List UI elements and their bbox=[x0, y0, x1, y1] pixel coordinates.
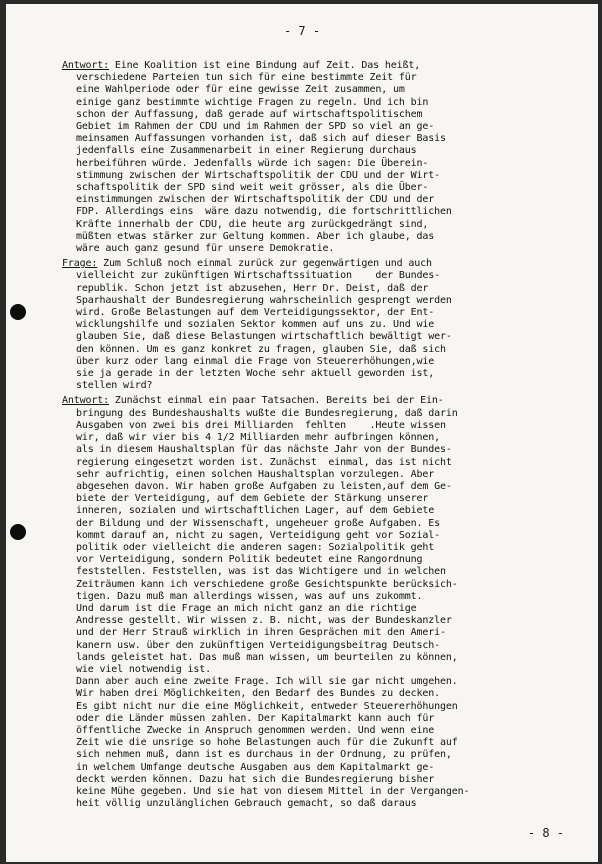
line-text: Es gibt nicht nur die eine Möglichkeit, entweder Steuererhöhungen bbox=[76, 700, 458, 712]
text-line bbox=[62, 121, 584, 133]
text-line bbox=[62, 170, 584, 182]
text-line bbox=[62, 749, 584, 761]
line-text: den können. Um es ganz konkret zu fragen, glauben Sie, daß sich bbox=[76, 343, 446, 355]
text-line bbox=[62, 408, 584, 420]
line-text: sehr aufrichtig, einen solchen Haushaltsplan vorzulegen. Aber bbox=[76, 468, 435, 480]
text-line bbox=[62, 243, 584, 255]
text-line bbox=[62, 219, 584, 231]
text-line bbox=[62, 737, 584, 749]
line-text: meinsamen Auffassungen vorhanden ist, daß sich auf dieser Basis bbox=[76, 133, 446, 145]
line-text: jedenfalls eine Zusammenarbeit in einer Regierung durchaus bbox=[76, 145, 417, 157]
line-text: glauben Sie, daß diese Belastungen wirtschaftlich bewältigt wer- bbox=[76, 331, 452, 343]
text-line bbox=[62, 786, 584, 798]
line-text: sich nehmen muß, dann ist es durchaus in der Ordnung, zu prüfen, bbox=[76, 749, 452, 761]
line-text: öffentliche Zwecke in Anspruch genommen werden. Und wenn eine bbox=[76, 724, 435, 736]
line-text: als in diesem Haushaltsplan für das nächste Jahr von der Bundes- bbox=[76, 444, 452, 456]
text-line bbox=[62, 145, 584, 157]
speaker-label: Frage: bbox=[62, 258, 98, 270]
line-text: kommt darauf an, nicht zu sagen, Verteidigung geht vor Sozial- bbox=[76, 529, 440, 541]
line-text: Zunächst einmal ein paar Tatsachen. Bereits bei der Ein- bbox=[108, 395, 444, 407]
text-line bbox=[62, 344, 584, 356]
line-text: lands geleistet hat. Das muß man wissen, um beurteilen zu können, bbox=[76, 651, 458, 663]
text-line bbox=[62, 554, 584, 566]
text-line bbox=[62, 109, 584, 121]
text-line bbox=[62, 84, 584, 96]
text-line bbox=[62, 133, 584, 145]
line-text: abgesehen davon. Wir haben große Aufgaben zu leisten,auf dem Ge- bbox=[76, 480, 452, 492]
text-line bbox=[62, 60, 584, 72]
line-text: sie ja gerade in der letzten Woche sehr aktuell geworden ist, bbox=[76, 368, 435, 380]
line-text: Sparhaushalt der Bundesregierung wahrscheinlich gesprengt werden bbox=[76, 294, 452, 306]
text-line bbox=[62, 615, 584, 627]
line-text: tigen. Dazu muß man allerdings wissen, was auf uns zukommt. bbox=[76, 590, 423, 602]
text-line bbox=[62, 518, 584, 530]
text-line bbox=[62, 380, 584, 392]
text-line bbox=[62, 182, 584, 194]
line-text: Und darum ist die Frage an mich nicht ganz an die richtige bbox=[76, 602, 417, 614]
text-line bbox=[62, 640, 584, 652]
line-text: Gebiet im Rahmen der CDU und im Rahmen der SPD so viel an ge- bbox=[76, 121, 435, 133]
line-text: wird. Große Belastungen auf dem Verteidigungssektor, der Ent- bbox=[76, 307, 435, 319]
line-text: vielleicht zur zukünftigen Wirtschaftssituation der Bundes- bbox=[76, 270, 440, 282]
line-text: wie viel notwendig ist. bbox=[76, 663, 212, 675]
line-text: Zeiträumen kann ich verschiedene große Gesichtspunkte berücksich- bbox=[76, 578, 458, 590]
line-text: regierung eingesetzt worden ist. Zunächst einmal, das ist nicht bbox=[76, 456, 452, 468]
line-text: wäre auch ganz gesund für unsere Demokratie. bbox=[76, 243, 335, 255]
line-text: vor Verteidigung, sondern Politik bedeutet eine Rangordnung bbox=[76, 554, 423, 566]
text-line bbox=[62, 664, 584, 676]
line-text: politik oder vielleicht die anderen sagen: Sozialpolitik geht bbox=[76, 541, 435, 553]
line-text: republik. Schon jetzt ist abzusehen, Herr Dr. Deist, daß der bbox=[76, 282, 429, 294]
punch-hole-top bbox=[10, 304, 26, 320]
line-text: Eine Koalition ist eine Bindung auf Zeit. Das heißt, bbox=[108, 60, 421, 71]
line-text: Dann aber auch eine zweite Frage. Ich will sie gar nicht umgehen. bbox=[76, 676, 458, 688]
line-text: FDP. Allerdings eins wäre dazu notwendig, die fortschrittlichen bbox=[76, 206, 452, 218]
line-text: bringung des Bundeshaushalts wußte die Bundesregierung, daß darin bbox=[76, 407, 458, 419]
text-line bbox=[62, 331, 584, 343]
text-line bbox=[62, 469, 584, 481]
line-text: Wir haben drei Möglichkeiten, den Bedarf des Bundes zu decken. bbox=[76, 688, 440, 700]
line-text: keine Mühe gegeben. Und sie hat von diesem Mittel in der Vergangen- bbox=[76, 785, 470, 797]
text-line bbox=[62, 395, 584, 407]
line-text: und der Herr Strauß wirklich in ihren Gesprächen mit den Ameri- bbox=[76, 627, 446, 639]
line-text: müßten etwas stärker zur Geltung kommen. Aber ich glaube, das bbox=[76, 230, 435, 242]
paragraph bbox=[62, 258, 584, 392]
text-line bbox=[62, 194, 584, 206]
page-number: - 7 - bbox=[283, 24, 321, 38]
line-text: einstimmungen zwischen der Wirtschaftspolitik der CDU und der bbox=[76, 194, 435, 206]
text-line bbox=[62, 774, 584, 786]
line-text: einige ganz bestimmte wichtige Fragen zu regeln. Und ich bin bbox=[76, 96, 429, 108]
line-text: biete der Verteidigung, auf dem Gebiete der Stärkung unserer bbox=[76, 493, 429, 505]
text-line bbox=[62, 283, 584, 295]
speaker-label: Antwort: bbox=[62, 395, 109, 407]
line-text: kanern usw. über den zukünftigen Verteidigungsbeitrag Deutsch- bbox=[76, 639, 440, 651]
line-text: in welchem Umfange deutsche Ausgaben aus dem Kapitalmarkt ge- bbox=[76, 761, 435, 773]
text-line bbox=[62, 591, 584, 603]
line-text: wir, daß wir vier bis 4 1/2 Milliarden mehr aufbringen können, bbox=[76, 432, 440, 444]
line-text: der Bildung und der Wissenschaft, ungeheuer große Aufgaben. Es bbox=[76, 517, 440, 529]
line-text: herbeiführen würde. Jedenfalls würde ich sagen: Die Überein- bbox=[76, 157, 429, 169]
line-text: Andresse gestellt. Wir wissen z. B. nicht, was der Bundeskanzler bbox=[76, 615, 452, 627]
line-text: oder die Länder müssen zahlen. Der Kapitalmarkt kann auch für bbox=[76, 712, 435, 724]
line-text: Kräfte innerhalb der CDU, die heute arg zurückgedrängt sind, bbox=[76, 218, 429, 230]
line-text: über kurz oder lang einmal die Frage von Steuererhöhungen,wie bbox=[76, 355, 435, 367]
line-text: Zum Schluß noch einmal zurück zur gegenwärtigen und auch bbox=[97, 258, 432, 270]
text-line bbox=[62, 530, 584, 542]
paragraph bbox=[62, 60, 584, 255]
text-line bbox=[62, 258, 584, 270]
line-text: stellen wird? bbox=[76, 380, 153, 392]
line-text: inneren, sozialen und wirtschaftlichen Lager, auf dem Gebiete bbox=[76, 505, 435, 517]
text-line bbox=[62, 432, 584, 444]
text-line bbox=[62, 295, 584, 307]
text-line bbox=[62, 566, 584, 578]
speaker-label: Antwort: bbox=[62, 60, 109, 71]
text-line bbox=[62, 701, 584, 713]
text-line bbox=[62, 798, 584, 810]
text-line bbox=[62, 356, 584, 368]
document-page bbox=[6, 4, 598, 862]
text-line bbox=[62, 319, 584, 331]
punch-hole-bottom bbox=[10, 524, 26, 540]
paragraph bbox=[62, 395, 584, 810]
line-text: stimmung zwischen der Wirtschaftspolitik der CDU und der Wirt- bbox=[76, 169, 440, 181]
text-line bbox=[62, 762, 584, 774]
line-text: schaftspolitik der SPD sind weit weit grösser, als die Über- bbox=[76, 182, 429, 194]
text-line bbox=[62, 444, 584, 456]
text-line bbox=[62, 627, 584, 639]
line-text: heit völlig unzulänglichen Gebrauch gemacht, so daß daraus bbox=[76, 798, 417, 810]
text-line bbox=[62, 725, 584, 737]
line-text: eine Wahlperiode oder für eine gewisse Zeit zusammen, um bbox=[76, 84, 405, 96]
text-line bbox=[62, 688, 584, 700]
line-text: Ausgaben von zwei bis drei Milliarden fehlten .Heute wissen bbox=[76, 419, 446, 431]
text-line bbox=[62, 368, 584, 380]
text-line bbox=[62, 72, 584, 84]
line-text: wicklungshilfe und sozialen Sektor kommen auf uns zu. Und wie bbox=[76, 319, 435, 331]
line-text: schon der Auffassung, daß gerade auf wirtschaftspolitischem bbox=[76, 108, 423, 120]
document-body bbox=[62, 60, 584, 813]
text-line bbox=[62, 652, 584, 664]
text-line bbox=[62, 158, 584, 170]
line-text: feststellen. Feststellen, was ist das Wichtigere und in welchen bbox=[76, 566, 446, 578]
text-line bbox=[62, 270, 584, 282]
text-line bbox=[62, 420, 584, 432]
text-line bbox=[62, 307, 584, 319]
text-line bbox=[62, 493, 584, 505]
text-line bbox=[62, 481, 584, 493]
text-line bbox=[62, 676, 584, 688]
text-line bbox=[62, 603, 584, 615]
line-text: deckt werden können. Dazu hat sich die Bundesregierung bisher bbox=[76, 773, 435, 785]
text-line bbox=[62, 542, 584, 554]
text-line bbox=[62, 713, 584, 725]
text-line bbox=[62, 505, 584, 517]
text-line bbox=[62, 231, 584, 243]
next-page-marker: - 8 - bbox=[527, 826, 564, 840]
text-line bbox=[62, 206, 584, 218]
line-text: Zeit wie die unsrige so hohe Belastungen auch für die Zukunft auf bbox=[76, 737, 458, 749]
text-line bbox=[62, 457, 584, 469]
text-line bbox=[62, 579, 584, 591]
text-line bbox=[62, 97, 584, 109]
line-text: verschiedene Parteien tun sich für eine bestimmte Zeit für bbox=[76, 72, 417, 84]
